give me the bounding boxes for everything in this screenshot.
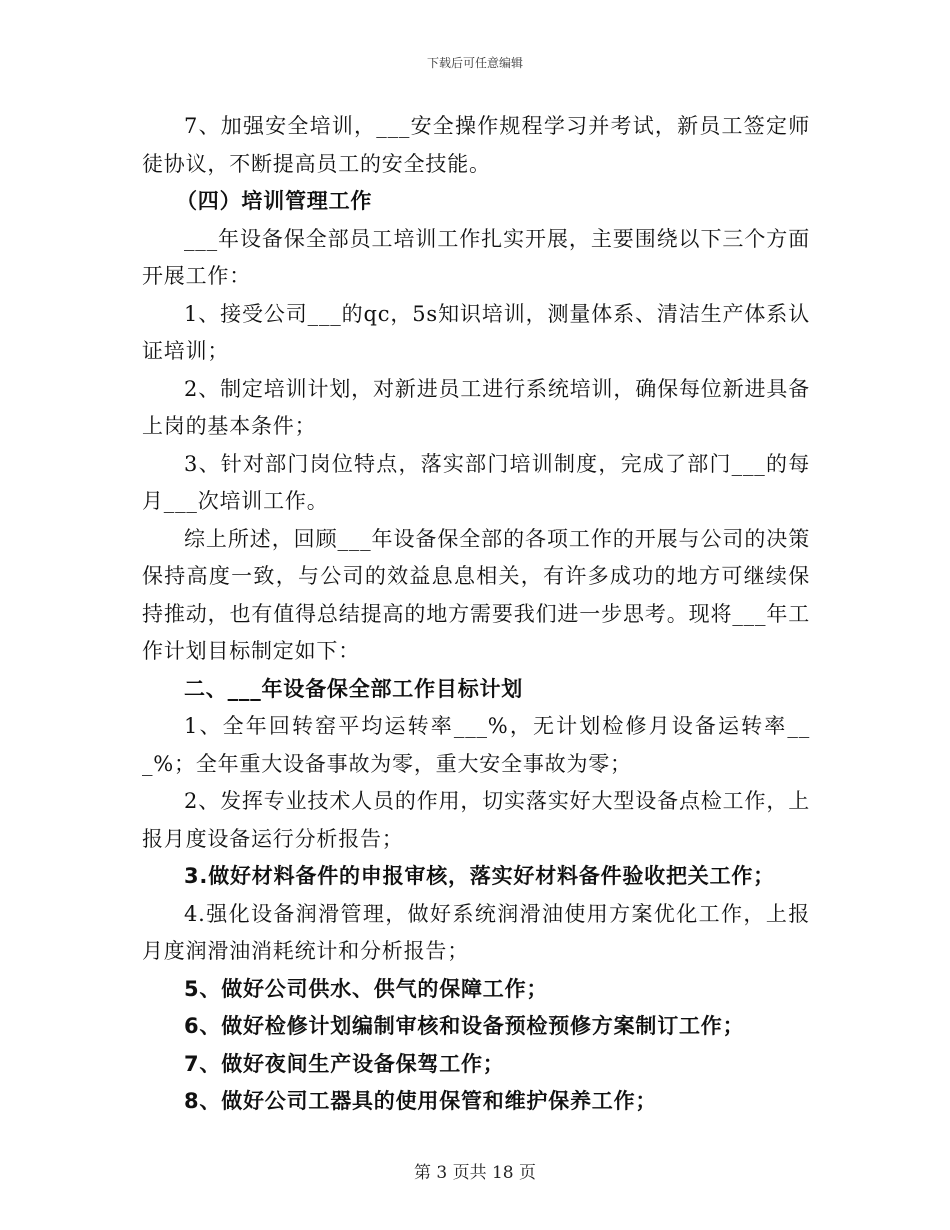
paragraph-training-item-2: 2、制定培训计划，对新进员工进行系统培训，确保每位新进具备上岗的基本条件； [142, 376, 810, 438]
paragraph-goal-2: 2、发挥专业技术人员的作用，切实落实好大型设备点检工作，上报月度设备运行分析报告； [142, 789, 810, 851]
paragraph-goal-6: 6、做好检修计划编制审核和设备预检预修方案制订工作； [184, 1014, 745, 1038]
section-heading-goals: 二、___年设备保全部工作目标计划 [184, 676, 524, 701]
page-header: 下载后可任意编辑 [426, 56, 523, 70]
section-heading-training-management: （四）培训管理工作 [176, 189, 373, 213]
paragraph-goal-3: 3.做好材料备件的申报审核，落实好材料备件验收把关工作； [184, 864, 775, 888]
page-footer: 第 3 页共 18 页 [413, 1163, 537, 1183]
paragraph-goal-7: 7、做好夜间生产设备保驾工作； [184, 1051, 505, 1076]
paragraph-training-intro: ___年设备保全部员工培训工作扎实开展，主要围绕以下三个方面开展工作： [142, 226, 810, 288]
paragraph-training-item-1: 1、接受公司___的qc，5s知识培训，测量体系、清洁生产体系认证培训； [142, 301, 810, 363]
paragraph-goal-4: 4.强化设备润滑管理，做好系统润滑油使用方案优化工作，上报月度润滑油消耗统计和分析报告； [142, 901, 810, 963]
document-body [142, 108, 810, 1121]
paragraph-goal-1: 1、全年回转窑平均运转率___%，无计划检修月设备运转率___%；全年重大设备事故为零，重大安全事故为零； [142, 714, 810, 776]
paragraph-goal-5: 5、做好公司供水、供气的保障工作； [184, 976, 549, 1001]
paragraph-item-7-training: 7、加强安全培训，___安全操作规程学习并考试，新员工签定师徒协议，不断提高员工的安全技能。 [142, 114, 810, 176]
paragraph-summary: 综上所述，回顾___年设备保全部的各项工作的开展与公司的决策保持高度一致，与公司的效益息息相关，有许多成功的地方可继续保持推动，也有值得总结提高的地方需要我们进一步思考。现将___年工作计划目标制定如下： [142, 526, 810, 663]
paragraph-goal-8: 8、做好公司工器具的使用保管和维护保养工作； [184, 1089, 658, 1113]
paragraph-training-item-3: 3、针对部门岗位特点，落实部门培训制度，完成了部门___的每月___次培训工作。 [142, 451, 810, 513]
